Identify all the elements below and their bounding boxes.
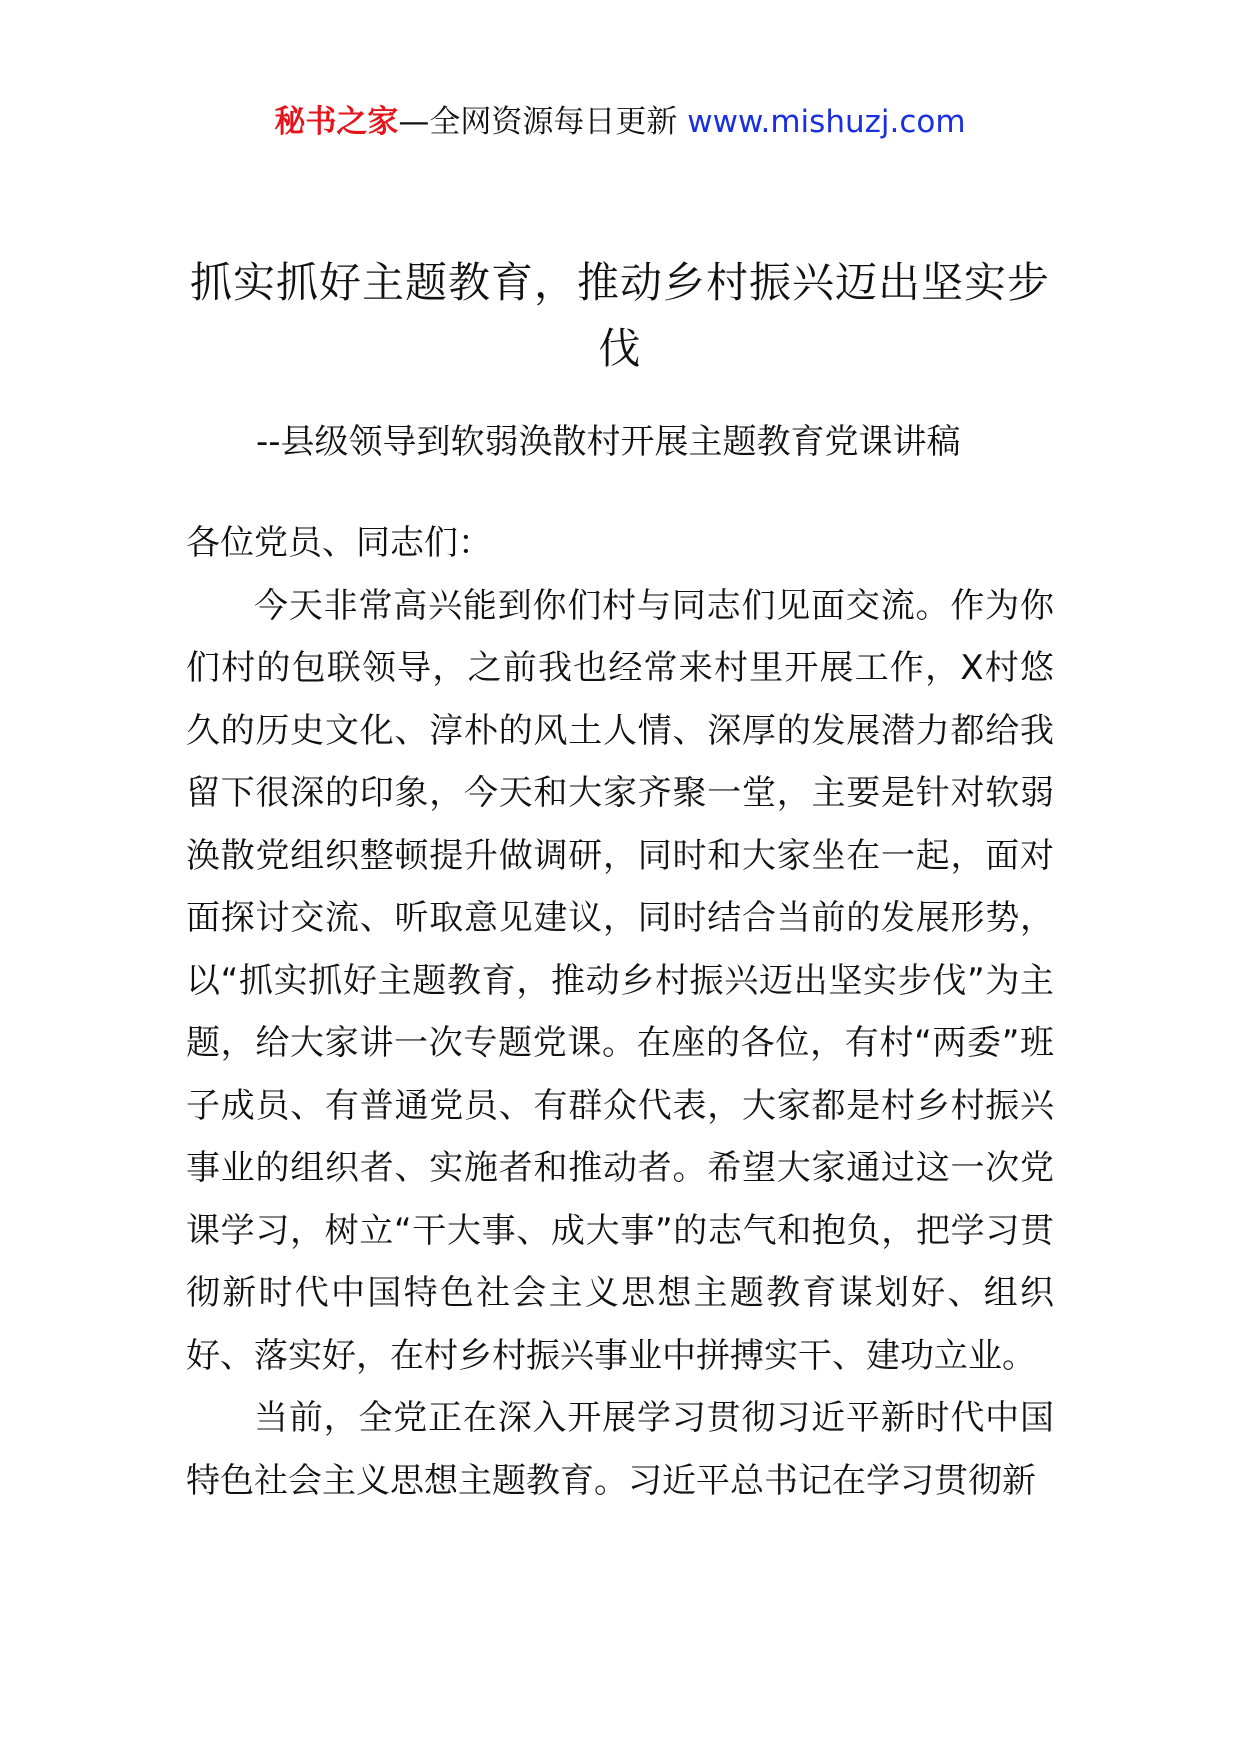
site-slogan: —全网资源每日更新 [398,104,678,140]
body-paragraph: 当前，全党正在深入开展学习贯彻习近平新时代中国特色社会主义思想主题教育。习近平总书记在学习贯彻新 [186,1398,1054,1501]
document-title: 抓实抓好主题教育，推动乡村振兴迈出坚实步伐 [189,258,1050,373]
document-body [186,512,1054,1512]
body-paragraph: 今天非常高兴能到你们村与同志们见面交流。作为你们村的包联领导，之前我也经常来村里开展工作，X村悠久的历史文化、淳朴的风土人情、深厚的发展潜力都给我留下很深的印象，今天和大家齐聚一堂，主要是针对软弱涣散党组织整顿提升做调研，同时和大家坐在一起，面对面探讨交流、听取意见建议，同时结合当前的发展形势，以“抓实抓好主题教育，推动乡村振兴迈出坚实步伐”为主题，给大家讲一次专题党课。在座的各位，有村“两委”班子成员、有普通党员、有群众代表，大家都是村乡村振兴事业的组织者、实施者和推动者。希望大家通过这一次党课学习，树立“干大事、成大事”的志气和抱负，把学习贯彻新时代中国特色社会主义思想主题教育谋划好、组织好、落实好，在村乡村振兴事业中拼搏实干、建功立业。 [186,585,1054,1376]
site-brand: 秘书之家 [274,104,399,140]
document-subtitle: --县级领导到软弱涣散村开展主题教育党课讲稿 [256,422,961,462]
site-url-link[interactable]: www.mishuzj.com [687,104,966,140]
salutation: 各位党员、同志们： [186,523,492,563]
site-header [0,100,1240,144]
